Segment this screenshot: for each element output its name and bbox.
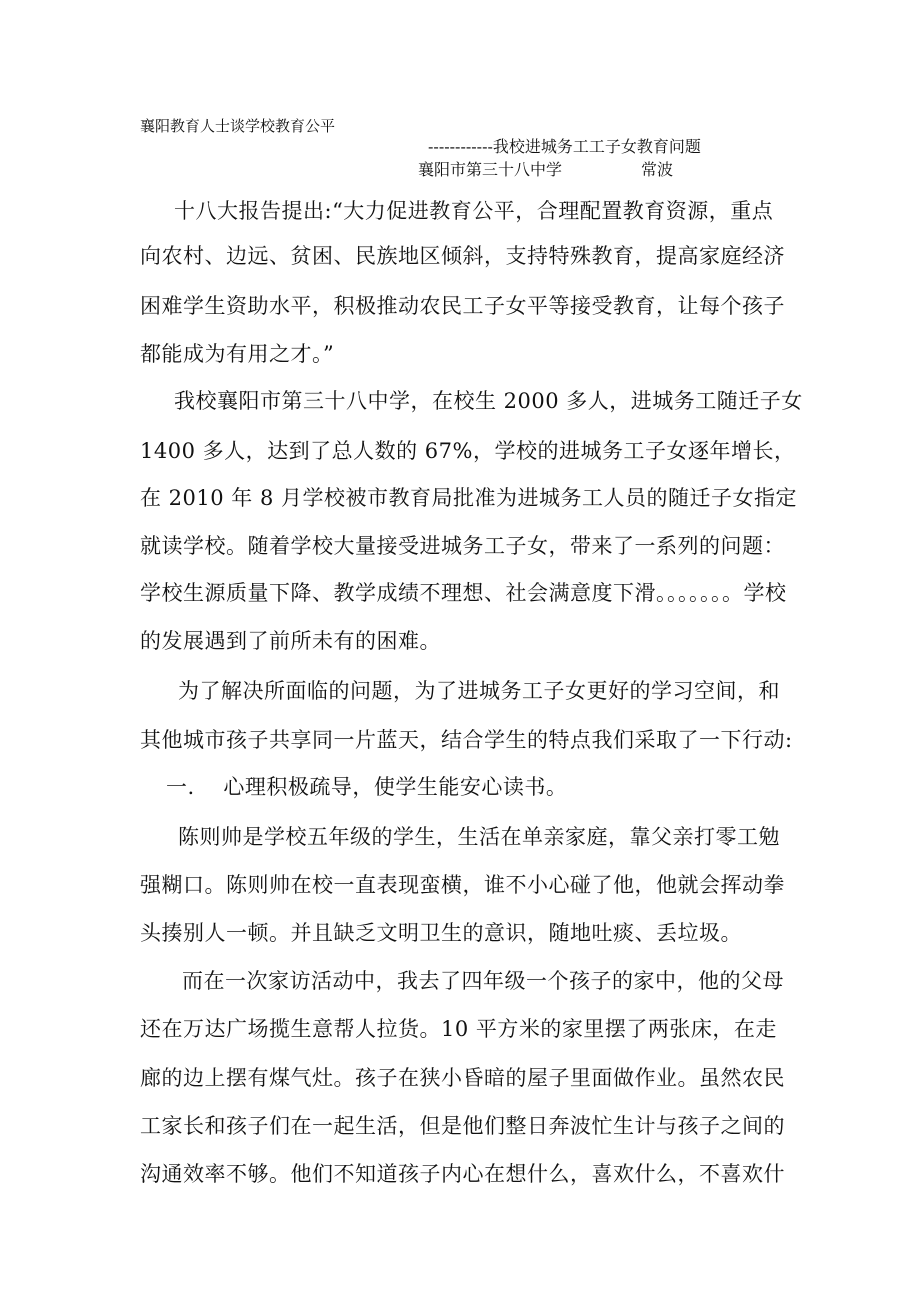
author-school: 襄阳市第三十八中学	[418, 160, 563, 179]
paragraph-line: 工家长和孩子们在一起生活，但是他们整日奔波忙生计与孩子之间的	[140, 1114, 785, 1138]
paragraph-line: 强糊口。陈则帅在校一直表现蛮横，谁不小心碰了他，他就会挥动拳	[140, 873, 785, 897]
section-heading: 一. 心理积极疏导，使学生能安心读书。	[166, 775, 568, 799]
paragraph-line: 为了解决所面临的问题，为了进城务工子女更好的学习空间，和	[178, 679, 780, 703]
paragraph-line: 其他城市孩子共享同一片蓝天，结合学生的特点我们采取了一下行动:	[140, 728, 793, 752]
paragraph-line: 我校襄阳市第三十八中学，在校生 2000 多人，进城务工随迁子女	[174, 389, 803, 413]
paragraph-line: 的发展遇到了前所未有的困难。	[140, 629, 441, 653]
paragraph-line: 学校生源质量下降、教学成绩不理想、社会满意度下滑。。。。。。。学校	[140, 581, 787, 605]
paragraph-line: 困难学生资助水平，积极推动农民工子女平等接受教育，让每个孩子	[140, 294, 785, 318]
paragraph-line: 还在万达广场揽生意帮人拉货。10 平方米的家里摆了两张床，在走	[140, 1017, 777, 1041]
paragraph-line: 1400 多人，达到了总人数的 67%，学校的进城务工子女逐年增长，	[140, 439, 796, 463]
paragraph-line: 廊的边上摆有煤气灶。孩子在狭小昏暗的屋子里面做作业。虽然农民	[140, 1066, 785, 1090]
paragraph-line: 都能成为有用之才。”	[140, 342, 335, 366]
document-title: 襄阳教育人士谈学校教育公平	[140, 117, 336, 135]
paragraph-line: 而在一次家访活动中，我去了四年级一个孩子的家中，他的父母	[182, 969, 784, 993]
paragraph-line: 陈则帅是学校五年级的学生，生活在单亲家庭，靠父亲打零工勉	[178, 825, 780, 849]
paragraph-line: 十八大报告提出:“大力促进教育公平，合理配置教育资源，重点	[174, 199, 774, 223]
paragraph-line: 在 2010 年 8 月学校被市教育局批准为进城务工人员的随迁子女指定	[140, 486, 798, 510]
paragraph-line: 就读学校。随着学校大量接受进城务工子女，带来了一系列的问题：	[140, 534, 785, 558]
paragraph-line: 沟通效率不够。他们不知道孩子内心在想什么，喜欢什么，不喜欢什	[140, 1162, 785, 1186]
document-subtitle: ------------我校进城务工工子女教育问题	[428, 137, 701, 156]
paragraph-line: 向农村、边远、贫困、民族地区倾斜，支持特殊教育，提高家庭经济	[140, 244, 785, 268]
paragraph-line: 头揍别人一顿。并且缺乏文明卫生的意识，随地吐痰、丢垃圾。	[140, 921, 742, 945]
author-name: 常波	[641, 160, 674, 179]
